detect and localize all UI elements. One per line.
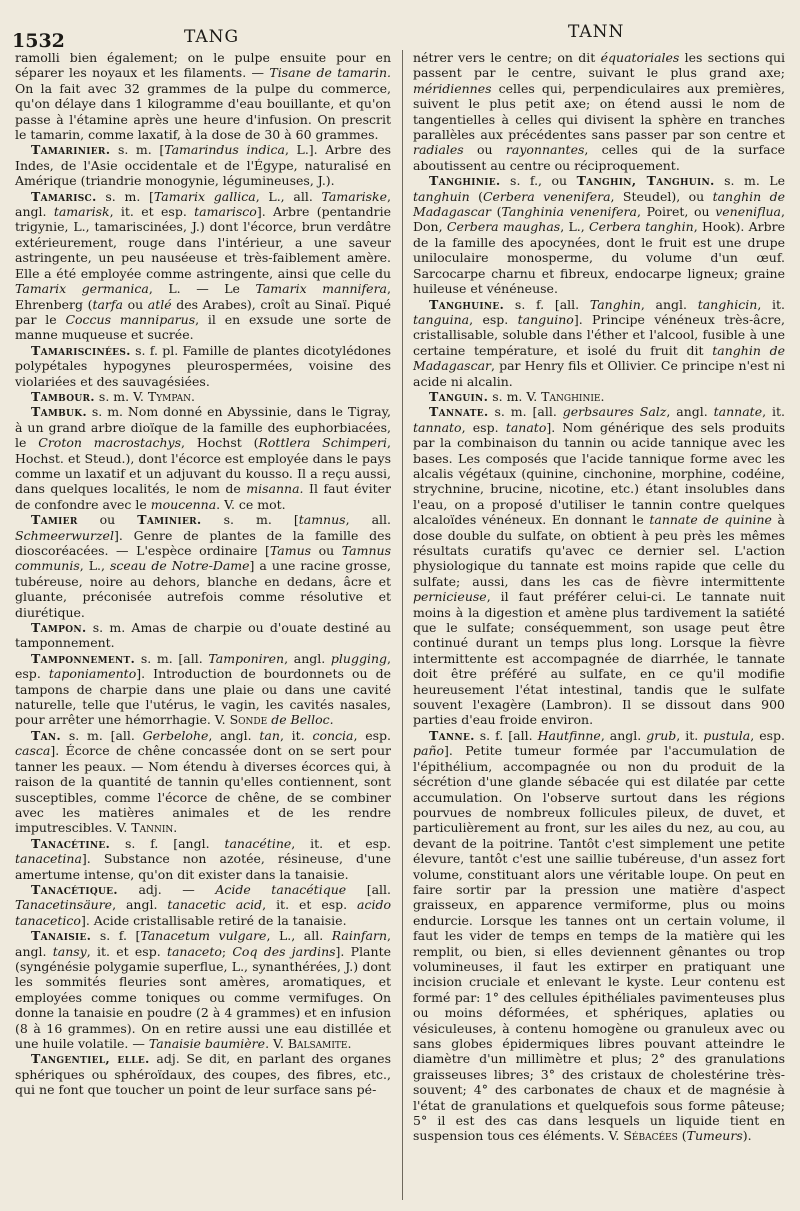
headword: Tan. [31,727,62,743]
italic-term: Tamariske [321,188,388,204]
dictionary-entry [15,882,391,928]
entry-text: , esp. [750,727,786,743]
italic-term: tannate de quinine [649,512,772,528]
entry-text: . V. [265,1036,288,1051]
italic-term: acido tanacetico [15,897,392,928]
italic-term: taponiamento [48,666,137,682]
italic-term: Schmeerwurzel [15,527,114,543]
entry-text: s. f. pl. Famille de plantes dicotylédones polypétales hypogynes pleurospermées, voisine des violariées et des sauvagésiées. [15,342,391,389]
italic-term: tanghicin [697,296,758,312]
cross-reference: Sonde [229,712,268,728]
italic-term: tanguina [413,311,470,327]
italic-term: tanghin de Madagascar [413,342,785,374]
italic-term: Coccus manniparus [65,311,196,327]
entry-text: ]. Écorce de chêne concassée dont on se sert pour tanner les peaux. — Nom étendu à diverses écorces qui, à raison de la quantité de tannin qu'elles contiennent, sont susceptibles, comme l'écorce de chêne, de se combiner avec les matières animales et de les rendre imputrescibles. V. [15,743,391,836]
entry-text: , L., [560,219,590,235]
headword: Tampon. [31,620,87,636]
italic-term: paño [413,743,445,759]
italic-term: équatoriales [600,50,680,65]
entry-text: s. m. Le [714,173,785,189]
entry-text: des Arabes), croît au Sinaï. Piqué par le [15,296,392,327]
entry-text: ou [122,296,148,312]
italic-term: Tamarix mannifera [255,281,388,297]
headword: Tanghuine. [429,296,505,312]
italic-term: Tamnus communis [15,543,391,574]
italic-term: concia [312,727,354,743]
dictionary-entry [413,728,785,1144]
entry-text: ]. Principe vénéneux très-âcre, cristallisable, soluble dans l'éther et l'alcool, fusible à une certaine température, et isolé du fruit dit [413,311,785,358]
dictionary-entry [413,389,785,404]
entry-text: s. m. [ [110,142,165,158]
italic-term: Tanghinia venenifera [501,204,637,220]
left-running-head: TANG [184,27,240,47]
italic-term: Tanaisie baumière [148,1036,266,1051]
entry-text: , Hochst ( [181,435,259,451]
entry-text: ( [491,204,502,220]
dictionary-entry [413,173,785,296]
dictionary-entry [15,189,391,343]
entry-text: , angl. [112,897,168,913]
headword: Tambour. [31,388,95,404]
entry-text: , celles qui de la surface aboutissent au centre ou réciproquement. [413,142,785,173]
headword: Tanne. [429,727,475,743]
entry-text: adj. Se dit, en parlant des organes sphériques ou sphéroïdaux, des coupes, des fibres, etc., qui ne font que toucher un point de leur surface sans pé- [15,1051,391,1098]
headword: Tanguin. [429,388,489,404]
dictionary-entry [15,142,391,188]
entry-text: , angl. [666,404,714,420]
entry-text: , esp. [461,419,506,435]
dictionary-entry [15,620,391,651]
italic-term: tansy [52,943,87,959]
entry-text: s. m. [all. [61,727,143,743]
entry-text: , angl. [15,188,392,220]
dictionary-entry [15,512,391,620]
entry-text: s. m. Amas de charpie ou d'ouate destiné au tamponnement. [15,620,391,651]
entry-text: nétrer vers le centre; on dit [413,50,601,65]
headword: Tanghin, Tanghuin. [576,173,715,189]
entry-text: ; [221,943,233,959]
headword: Tangentiel, elle. [31,1051,150,1067]
italic-term: tannate [713,404,763,420]
entry-text: ]. Acide cristallisable retiré de la tanaisie. [80,912,347,928]
entry-text: , Steudel), ou [610,188,713,204]
dictionary-entry [15,343,391,389]
italic-term: misanna. [246,481,304,497]
headword: Tanacétique. [31,881,118,897]
dictionary-entry [413,297,785,389]
italic-term: tanato [505,419,547,435]
entry-text: [all. [346,881,391,897]
entry-text: . V. ce mot. [216,496,286,512]
entry-text: s. m. [all. [488,404,563,420]
dictionary-entry [413,404,785,728]
headword: Tanghinie. [429,173,501,189]
italic-term: Gerbelohe [142,727,209,743]
italic-term: moucenna [150,496,217,512]
entry-text: , Hook). Arbre de la famille des apocynées, dont le fruit est une drupe uniloculaire monosperme, du volume d'un œuf. Sarcocarpe charnu et fibreux, endocarpe ligneux; graine huileuse et vénéneuse. [413,219,786,297]
headword: Tamariscinées. [31,342,131,358]
entry-text: , L.]. Arbre des Indes, de l'Asie occidentale et de l'Égype, naturalisé en Amérique (triandrie monogynie, légumineuses, J.). [15,142,392,189]
dictionary-entry [15,928,391,1051]
italic-term: Tanacetinsäure [15,897,113,913]
italic-term: de Belloc. [271,712,334,728]
entry-text: ]. Petite tumeur formée par l'accumulation de l'épithélium, accompagnée ou non du produit de la sécrétion d'une glande sébacée qui est dilatée par cette accumulation. On l'observe surtout dans les régions pourvues de nombreux follicules pileux, de duvet, et particulièrement au front, sur les ailes du nez, au cou, au devant de la poitrine. Tantôt c'est simplement une petite élevure, tantôt c'est une saillie tubéreuse, d'un assez fort volume, constituant alors une véritable loupe. On peut en faire sortir par la pression une matière d'aspect graisseux, en apparence vermiforme, plus ou moins endurcie. Lorsque les tannes ont un certain volume, il faut les vider de temps en temps de la matière qui les remplit, ou bien, si elles deviennent gênantes ou trop volumineuses, il faut les extirper en pratiquant une incision cruciale et enlevant le kyste. Leur contenu est formé par: 1° des cellules épithéliales pavimenteuses plus ou moins déformées, et sphériques, aplaties ou vésiculeuses, à contenu homogène ou granuleux avec ou sans globes épidermiques libres pouvant atteindre le diamètre d'un millimètre et plus; 2° des granulations graisseuses libres; 3° des cristaux de cholestérine très-souvent; 4° des carbonates de chaux et de magnésie à l'état de granulations et quelquefois sous forme pâteuse; 5° il est des cas dans lesquels un liquide tient en suspension tous ces éléments. V. [413,743,785,1144]
italic-term: Rottlera Schimperi [258,435,388,451]
entry-text: , it. [762,404,785,420]
headword: Tanaisie. [31,928,92,944]
entry-text: , L. — Le [148,281,256,297]
entry-text: s. m. [ [96,188,154,204]
italic-term: tanghuin [413,188,470,204]
entry-text: , it. et esp. [291,835,391,851]
left-column [15,50,391,1098]
entry-text: ( [469,188,483,204]
italic-term: tanaceto [166,943,222,959]
entry-text: celles qui, perpendiculaires aux premières, suivent le plus petit axe; on étend aussi le nom de tangentielles à celles qui divisent la sphère en tranches parallèles aux précédentes sans passer par son centre et [413,80,785,143]
italic-term: Tamponiren [208,650,285,666]
entry-text: s. m. [ [201,512,299,528]
italic-term: rayonnantes [505,142,585,158]
entry-text: , Poiret, ou [636,204,716,220]
entry-text: ou [77,512,138,528]
italic-term: Tamarix gallica [153,188,256,204]
entry-text: les sections qui passent par le centre, suivant le plus grand axe; [413,50,785,81]
italic-term: Hautfinne [537,727,601,743]
italic-term: gerbsaures Salz [562,404,667,420]
italic-term: casca [15,743,51,759]
italic-term: tamnus [298,512,346,528]
italic-term: Cerbera maughas [446,219,561,235]
headword: Tanacétine. [31,835,111,851]
cross-reference: Sébacées [623,1128,678,1144]
headword: Tamier [31,512,78,528]
entry-text: s. f. [all. [474,727,538,743]
entry-text: , L., all. [266,928,332,944]
entry-text: ( [677,1128,687,1144]
entry-text: , angl. [600,727,647,743]
entry-text: , it. et esp. [86,943,167,959]
entry-text: s. m. V. [94,388,148,404]
running-header [0,22,800,50]
entry-text: , esp. [469,311,518,327]
headword: Tamponnement. [31,650,136,666]
cross-reference: Tanghinie. [541,388,605,404]
entry-text: ]. Introduction de bourdonnets ou de tampons de charpie dans une plaie ou dans une cavité naturelle, telle que l'utérus, le vagin, les cavités nasales, pour arrêter une hémorrhagie. V. [15,666,392,728]
right-column [413,50,785,1144]
entry-text: s. f., ou [500,173,577,189]
italic-term: tanacétine [224,835,292,851]
entry-text: , it. et esp. [109,204,195,220]
entry-text: , all. [345,512,391,528]
italic-term: tamarisco [194,204,257,220]
italic-term: sceau de Notre-Dame [110,558,250,574]
page-number: 1532 [12,30,65,52]
entry-text: , esp. [353,727,392,743]
entry-text: , angl. [208,727,260,743]
headword: Tambuk. [31,404,87,420]
entry-text: s. f. [all. [504,296,590,312]
cross-reference: Tympan. [147,388,195,404]
dictionary-entry [15,404,391,512]
italic-term: Cerbera tanghin [589,219,694,235]
italic-term: tan [259,727,280,743]
entry-text: , it. [279,727,313,743]
entry-text: , it. [757,296,785,312]
italic-term: Tanacetum vulgare [140,928,267,944]
entry-text: s. f. [angl. [110,835,225,851]
dictionary-entry [15,728,391,836]
cross-reference: Tannin. [131,820,178,836]
italic-term: tanghin de Madagascar [413,188,785,220]
italic-term: Tamarindus indica [164,142,285,158]
entry-text: ]. Genre de plantes de la famille des dioscoréacées. — L'espèce ordinaire [ [15,527,391,558]
continued-paragraph [413,50,785,173]
entry-text: , par Henry fils et Ollivier. Ce principe n'est ni acide ni alcalin. [413,358,785,389]
entry-text: s. m. V. [488,388,542,404]
entry-text: Il faut éviter de confondre avec le [15,481,391,512]
italic-term: radiales [413,142,464,158]
entry-text: , Ehrenberg ( [15,281,391,312]
italic-term: tarfa [92,296,123,312]
headword: Tannate. [429,404,489,420]
italic-term: tamarisk [53,204,110,220]
headword: Taminier. [137,512,202,528]
italic-term: Acide tanacétique [215,881,347,897]
entry-text: , il faut préférer celui-ci. Le tannate nuit moins à la digestion et amène plus tardivement la satiété que le sulfate; conséquemment, son usage peut être continué durant un temps plus long. Lorsque la fièvre intermittente est accompagnée de diarrhée, le tannate doit être préféré au sulfate, en ce qu'il modifie heureusement l'état intestinal, tandis que le sulfate souvent l'exagère (Lambron). Il se dissout dans 900 parties d'eau froide environ. [413,589,785,728]
dictionary-entry [15,651,391,728]
entry-text: , esp. [15,650,392,682]
italic-term: plugging [330,650,388,666]
entry-text: ]. Nom générique des sels produits par la combinaison du tannin ou acide tannique avec les bases. Les composés que l'acide tannique forme avec les alcalis végétaux (quinine, cinchonine, morphine, codéine, strychnine, brucine, nicotine, etc.) étant insolubles dans l'eau, on a proposé d'utiliser le tannin contre quelques alcaloïdes vénéneux. En donnant le [413,419,785,528]
entry-text: , angl. [284,650,331,666]
entry-text: , Hochst. et Steud.), dont l'écorce est employée dans le pays comme un laxatif et un adjuvant du kousso. Il a reçu aussi, dans quelques localités, le nom de [15,435,391,497]
entry-text: , angl. [640,296,698,312]
italic-term: Cerbera venenifera [482,188,611,204]
entry-text: ]. Plante (syngénésie polygamie superflue, L., synanthérées, J.) dont les sommités fleuries sont amères, aromatiques, et employées comme toniques ou comme vermifuges. On donne la tanaisie en poudre (2 à 4 grammes) et en infusion (8 à 16 grammes). On en retire aussi une eau distillée et une huile volatile. — [15,943,391,1051]
entry-text: , Don, [413,204,785,235]
entry-text: ] a une racine grosse, tubéreuse, noire au dehors, blanche en dedans, âcre et gluante, préconisée autrefois comme résolutive et diurétique. [15,558,391,620]
entry-text: , it. et esp. [262,897,358,913]
italic-term: Tumeurs [686,1128,743,1144]
entry-text: ]. Arbre (pentandrie trigynie, L., tamariscinées, J.) dont l'écorce, brun verdâtre extérieurement, rouge dans l'intérieur, a une saveur astringente, un peu nauséeuse et très-faiblement amère. Elle a été employée comme astringente, ainsi que celle du [15,204,391,281]
italic-term: atlé [147,296,172,312]
dictionary-entry [15,1051,391,1097]
italic-term: tanacetic acid [167,897,263,913]
entry-text: On la fait avec 32 grammes de la pulpe du commerce, qu'on délaye dans 1 kilogramme d'eau bouillante, et qu'on passe à l'étamine après une heure d'infusion. On prescrit le tamarin, comme laxatif, à la dose de 30 à 60 grammes. [15,80,391,143]
entry-text: ). [742,1128,752,1144]
entry-text: , L., all. [255,188,322,204]
entry-text: , it. [676,727,704,743]
entry-text: ]. Substance non azotée, résineuse, d'une amertume intense, qu'on dit exister dans la tanaisie. [15,851,391,882]
entry-text: adj. — [117,881,216,897]
entry-text: , il en exsude une sorte de manne muqueuse et sucrée. [15,311,391,343]
dictionary-entry [15,836,391,882]
column-divider [402,50,403,1200]
headword: Tamarisc. [31,188,97,204]
dictionary-entry [15,389,391,404]
italic-term: veneniflua [715,204,781,220]
italic-term: Coq des jardins [232,943,336,959]
entry-text: ou [463,142,506,158]
italic-term: grub [646,727,677,743]
italic-term: Tisane de tamarin. [269,65,391,81]
right-running-head: TANN [568,22,625,42]
entry-text: s. m. [all. [135,650,209,666]
continued-paragraph [15,50,391,142]
italic-term: méridiennes [413,80,492,96]
italic-term: Rainfarn [331,928,388,944]
entry-text: ramolli bien également; on le pulpe ensuite pour en séparer les noyaux et les filaments. — [15,50,391,81]
italic-term: pustula [703,727,751,743]
headword: Tamarinier. [31,142,111,158]
cross-reference: Balsamite. [287,1036,352,1051]
entry-text: ou [311,543,342,558]
italic-term: Tanghin [589,296,641,312]
italic-term: tanacetina [15,851,82,867]
italic-term: tannato [413,419,462,435]
entry-text: s. f. [ [91,928,141,944]
italic-term: Croton macrostachys [38,435,182,451]
italic-term: Tamus [269,543,312,558]
entry-text: , L., [79,558,110,574]
entry-text: , angl. [15,928,392,959]
italic-term: pernicieuse [413,589,487,605]
entry-text: à dose double du sulfate, on obtient à peu près les mêmes résultats curatifs qu'avec ce dernier sel. L'action physiologique du tannate est moins rapide que celle du sulfate; aussi, dans les cas de fièvre intermittente [413,512,785,589]
italic-term: Tamarix germanica [15,281,149,297]
italic-term: tanguino [517,311,574,327]
entry-text: s. m. Nom donné en Abyssinie, dans le Tigray, à un grand arbre dioïque de la famille des euphorbiacées, le [15,404,391,451]
